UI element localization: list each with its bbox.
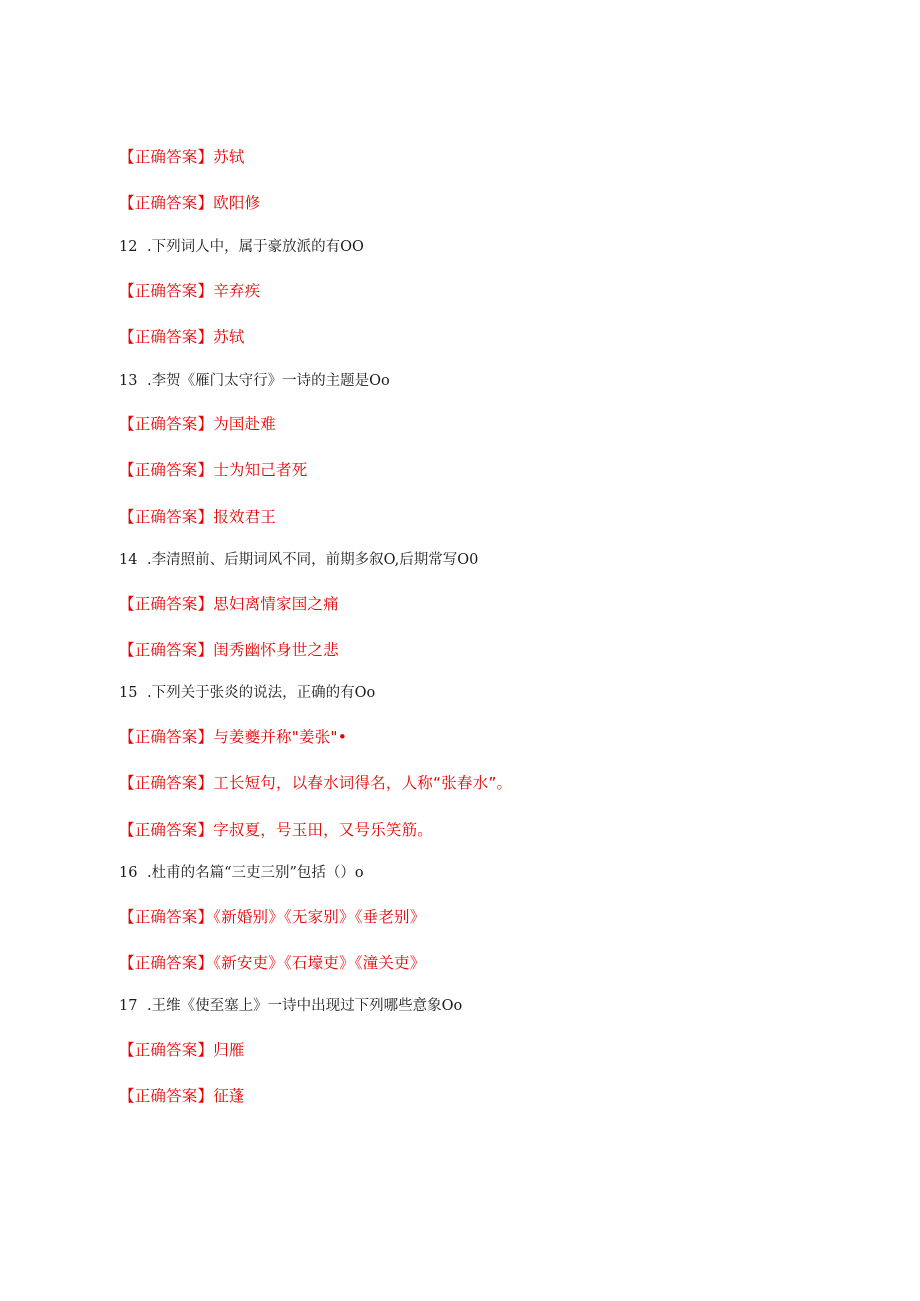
answer-line: 【正确答案】欧阳修: [119, 194, 261, 212]
answer-line: 【正确答案】工长短句，以春水词得名，人称“张春水”。: [119, 774, 513, 792]
question-number: 17: [119, 998, 138, 1014]
question-number: 15: [119, 685, 138, 701]
question-line: [119, 548, 478, 569]
question-text: .下列词人中，属于豪放派的有OO: [147, 239, 364, 255]
answer-line: 【正确答案】报效君王: [119, 508, 277, 526]
answer-line: 【正确答案】士为知己者死: [119, 461, 308, 479]
answer-line: 【正确答案】苏轼: [119, 328, 245, 346]
question-text: .杜甫的名篇“三吏三别”包括（）o: [147, 865, 364, 881]
answer-line: 【正确答案】《新安吏》《石壕吏》《潼关吏》: [119, 954, 426, 972]
answer-line: 【正确答案】思妇离情家国之痛: [119, 595, 339, 613]
question-line: [119, 369, 390, 390]
answer-line: 【正确答案】字叔夏，号玉田，又号乐笑筋。: [119, 821, 434, 839]
question-number: 16: [119, 865, 138, 881]
answer-line: 【正确答案】闺秀幽怀身世之悲: [119, 641, 339, 659]
question-text: .李贺《雁门太守行》一诗的主题是Oo: [147, 373, 390, 389]
question-text: .王维《使至塞上》一诗中出现过下列哪些意象Oo: [147, 998, 463, 1014]
answer-line: 【正确答案】征蓬: [119, 1087, 245, 1105]
question-line: [119, 994, 462, 1015]
answer-line: 【正确答案】为国赴难: [119, 415, 277, 433]
answer-line: 【正确答案】苏轼: [119, 148, 245, 166]
answer-line: 【正确答案】与姜夔并称"姜张"•: [119, 728, 348, 746]
question-number: 14: [119, 552, 138, 568]
question-number: 12: [119, 239, 138, 255]
question-text: .李清照前、后期词风不同，前期多叙O,后期常写O0: [147, 552, 479, 568]
question-line: [119, 861, 364, 882]
answer-line: 【正确答案】辛弃疾: [119, 282, 261, 300]
question-line: [119, 235, 364, 256]
question-line: [119, 681, 375, 702]
answer-line: 【正确答案】归雁: [119, 1041, 245, 1059]
question-text: .下列关于张炎的说法，正确的有Oo: [147, 685, 376, 701]
question-number: 13: [119, 373, 138, 389]
answer-line: 【正确答案】《新婚别》《无家别》《垂老别》: [119, 908, 426, 926]
